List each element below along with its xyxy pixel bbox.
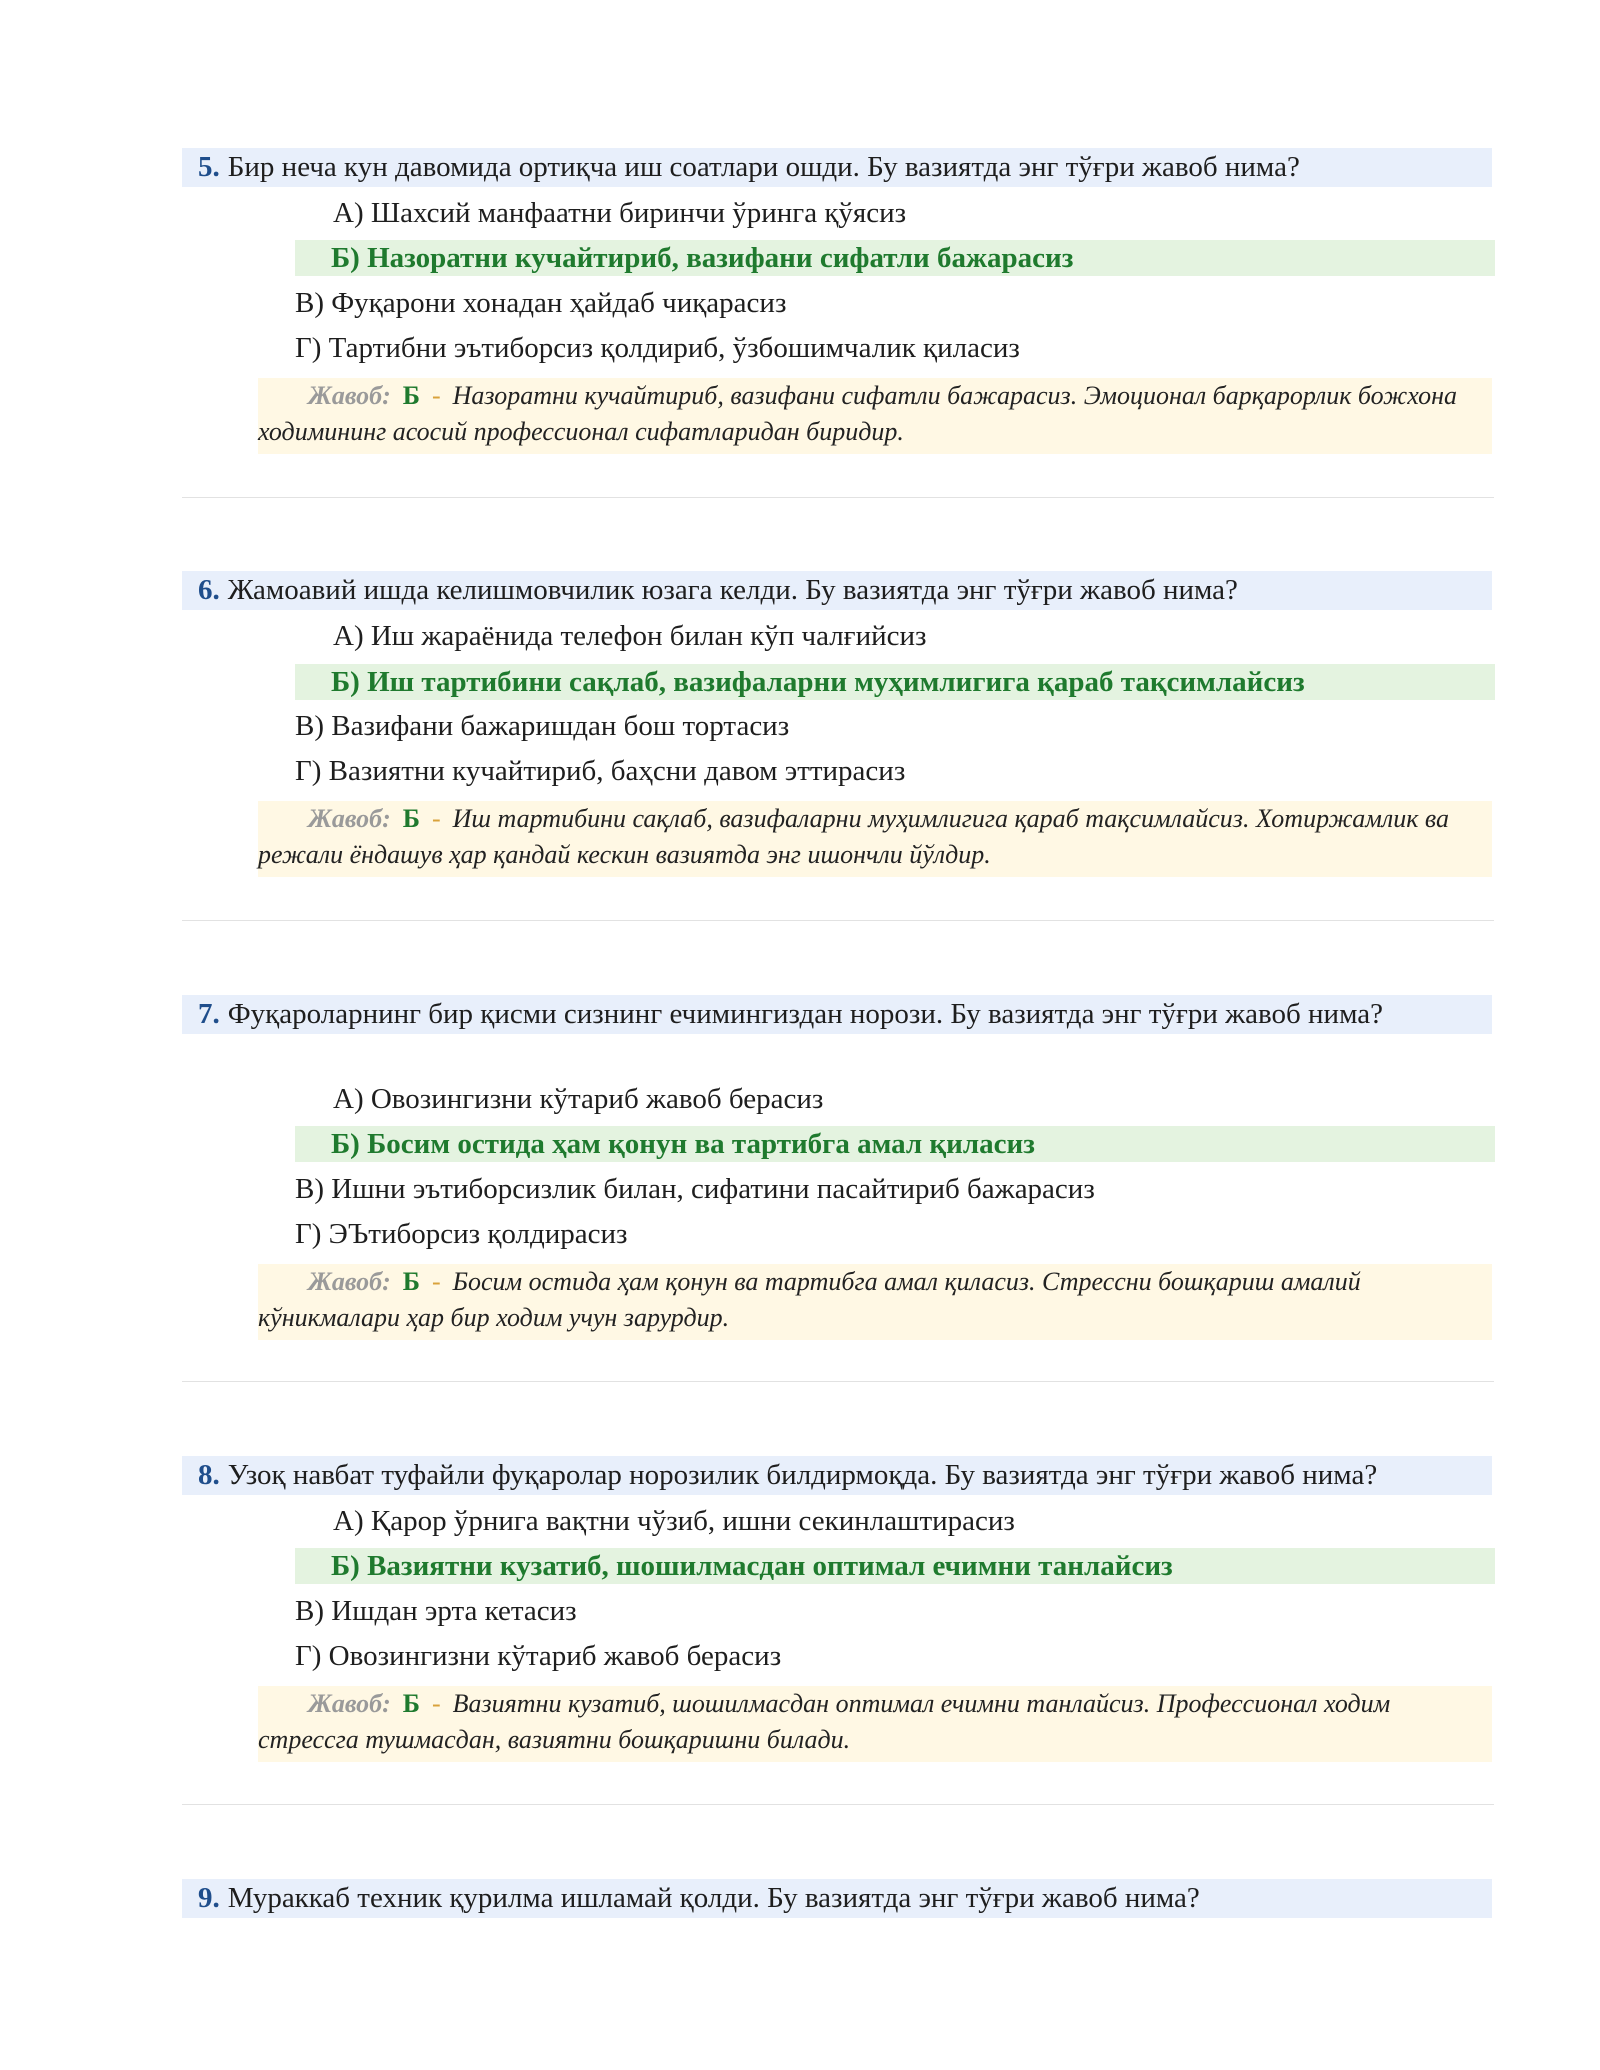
question-text: Фуқароларнинг бир қисми сизнинг ечимингиздан норози. Бу вазиятда энг тўғри жавоб нима? <box>227 998 1383 1030</box>
question-number: 6. <box>198 574 220 606</box>
answer-letter: Б <box>402 1689 420 1718</box>
option-c: В) Фуқарони хонадан ҳайдаб чиқарасиз <box>295 287 787 319</box>
divider <box>182 920 1494 921</box>
answer-explanation <box>258 1686 1492 1762</box>
answer-dash: - <box>431 1689 441 1718</box>
question-8-header <box>182 1456 1492 1495</box>
answer-text: Назоратни кучайтириб, вазифани сифатли бажарасиз. Эмоционал барқарорлик божхона ходимининг асосий профессионал сифатларидан биридир. <box>258 381 1457 446</box>
option-c: В) Ишдан эрта кетасиз <box>295 1595 577 1627</box>
question-5-header <box>182 148 1492 187</box>
option-b-correct: Б) Назоратни кучайтириб, вазифани сифатли бажарасиз <box>295 240 1495 276</box>
option-d: Г) ЭЪтиборсиз қолдирасиз <box>295 1218 628 1250</box>
answer-letter: Б <box>402 381 420 410</box>
option-a: А) Қарор ўрнига вақтни чўзиб, ишни секинлаштирасиз <box>333 1505 1015 1537</box>
divider <box>182 497 1494 498</box>
answer-label: Жавоб: <box>308 1689 391 1718</box>
question-number: 7. <box>198 998 220 1030</box>
question-6-header <box>182 571 1492 610</box>
option-d: Г) Овозингизни кўтариб жавоб берасиз <box>295 1640 782 1672</box>
option-b-correct: Б) Босим остида ҳам қонун ва тартибга амал қиласиз <box>295 1126 1495 1162</box>
answer-letter: Б <box>402 804 420 833</box>
option-a: А) Иш жараёнида телефон билан кўп чалғийсиз <box>333 620 927 652</box>
divider <box>182 1804 1494 1805</box>
answer-letter: Б <box>402 1267 420 1296</box>
option-b-correct: Б) Вазиятни кузатиб, шошилмасдан оптимал ечимни танлайсиз <box>295 1548 1495 1584</box>
answer-explanation <box>258 801 1492 877</box>
option-c: В) Вазифани бажаришдан бош тортасиз <box>295 710 790 742</box>
answer-explanation <box>258 378 1492 454</box>
answer-dash: - <box>431 1267 441 1296</box>
divider <box>182 1381 1494 1382</box>
option-d: Г) Вазиятни кучайтириб, баҳсни давом эттирасиз <box>295 755 906 787</box>
answer-dash: - <box>431 381 441 410</box>
question-text: Узоқ навбат туфайли фуқаролар норозилик билдирмоқда. Бу вазиятда энг тўғри жавоб нима? <box>227 1459 1378 1491</box>
answer-label: Жавоб: <box>308 1267 391 1296</box>
answer-text: Босим остида ҳам қонун ва тартибга амал қиласиз. Стрессни бошқариш амалий кўникмалари ҳар бир ходим учун зарурдир. <box>258 1267 1361 1332</box>
question-text: Жамоавий ишда келишмовчилик юзага келди. Бу вазиятда энг тўғри жавоб нима? <box>227 574 1238 606</box>
question-number: 8. <box>198 1459 220 1491</box>
option-a: А) Шахсий манфаатни биринчи ўринга қўясиз <box>333 197 907 229</box>
option-d: Г) Тартибни эътиборсиз қолдириб, ўзбошимчалик қиласиз <box>295 332 1020 364</box>
question-text: Бир неча кун давомида ортиқча иш соатлари ошди. Бу вазиятда энг тўғри жавоб нима? <box>227 151 1300 183</box>
answer-explanation <box>258 1264 1492 1340</box>
question-9-header <box>182 1879 1492 1918</box>
answer-text: Иш тартибини сақлаб, вазифаларни муҳимлигига қараб тақсимлайсиз. Хотиржамлик ва режали ёндашув ҳар қандай кескин вазиятда энг ишончли йўлдир. <box>258 804 1449 869</box>
answer-label: Жавоб: <box>308 804 391 833</box>
question-7-header <box>182 995 1492 1034</box>
option-c: В) Ишни эътиборсизлик билан, сифатини пасайтириб бажарасиз <box>295 1173 1095 1205</box>
answer-dash: - <box>431 804 441 833</box>
answer-label: Жавоб: <box>308 381 391 410</box>
option-a: А) Овозингизни кўтариб жавоб берасиз <box>333 1083 824 1115</box>
question-number: 5. <box>198 151 220 183</box>
answer-text: Вазиятни кузатиб, шошилмасдан оптимал ечимни танлайсиз. Профессионал ходим стрессга тушмасдан, вазиятни бошқаришни билади. <box>258 1689 1391 1754</box>
option-b-correct: Б) Иш тартибини сақлаб, вазифаларни муҳимлигига қараб тақсимлайсиз <box>295 664 1495 700</box>
question-number: 9. <box>198 1882 220 1914</box>
question-text: Мураккаб техник қурилма ишламай қолди. Бу вазиятда энг тўғри жавоб нима? <box>227 1882 1200 1914</box>
